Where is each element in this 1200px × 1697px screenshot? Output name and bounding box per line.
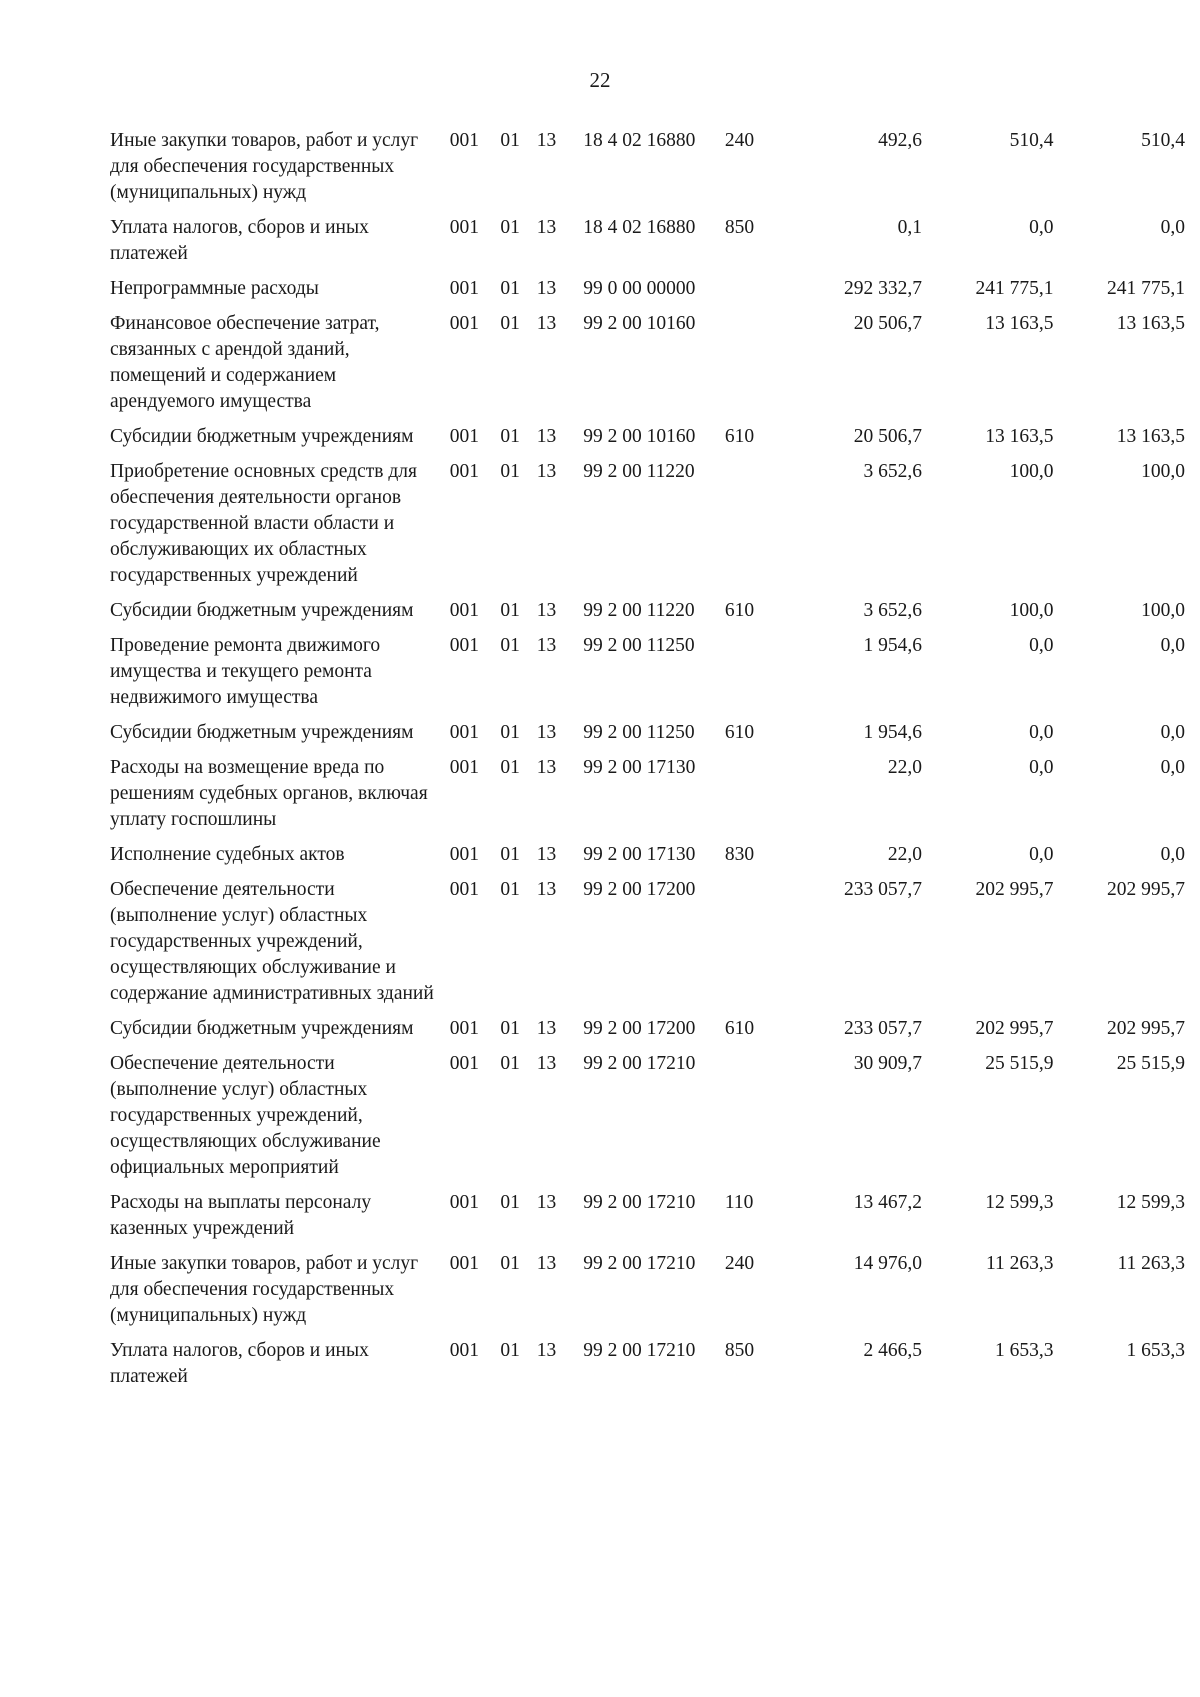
row-name: Субсидии бюджетным учреждениям — [110, 1018, 414, 1039]
row-expense-type — [725, 459, 776, 598]
row-subsection-code: 13 — [536, 757, 557, 778]
table-row — [110, 276, 1185, 311]
row-amount-3: 25 515,9 — [1116, 1053, 1185, 1074]
row-expense-type — [725, 633, 776, 720]
row-subsection-code: 13 — [536, 844, 557, 865]
row-name: Проведение ремонта движимого имущества и текущего ремонта недвижимого имущества — [110, 635, 381, 708]
table-row — [110, 877, 1185, 1016]
row-amount-2: 13 163,5 — [985, 313, 1054, 334]
row-admin-code: 001 — [449, 844, 480, 865]
row-section-code: 01 — [500, 844, 520, 865]
row-section-code: 01 — [500, 217, 520, 238]
row-target-code: 99 2 00 17210 — [583, 1340, 696, 1361]
budget-table — [110, 128, 1185, 1399]
row-amount-3: 0,0 — [1160, 722, 1185, 743]
row-expense-type: 240 — [724, 130, 755, 151]
row-admin-code: 001 — [449, 278, 480, 299]
row-subsection-code: 13 — [536, 217, 557, 238]
row-subsection-code: 13 — [536, 426, 557, 447]
row-expense-type: 610 — [724, 722, 755, 743]
row-amount-3: 241 775,1 — [1107, 278, 1185, 299]
table-row — [110, 842, 1185, 877]
row-section-code: 01 — [500, 722, 520, 743]
row-subsection-code: 13 — [536, 1192, 557, 1213]
row-amount-1: 3 652,6 — [863, 600, 923, 621]
table-row — [110, 633, 1185, 720]
row-admin-code: 001 — [449, 1053, 480, 1074]
row-target-code: 99 2 00 11220 — [583, 461, 695, 482]
row-target-code: 99 2 00 17130 — [583, 757, 696, 778]
row-section-code: 01 — [500, 635, 520, 656]
table-row — [110, 424, 1185, 459]
row-name: Финансовое обеспечение затрат, связанных с арендой зданий, помещений и содержанием арендуемого имущества — [110, 313, 380, 412]
row-target-code: 99 2 00 11250 — [583, 722, 695, 743]
row-name: Обеспечение деятельности (выполнение услуг) областных государственных учреждений, осуществляющих обслуживание и содержание административных зданий — [110, 879, 434, 1004]
row-amount-1: 0,1 — [897, 217, 923, 238]
table-row — [110, 459, 1185, 598]
row-amount-1: 1 954,6 — [863, 722, 923, 743]
row-section-code: 01 — [500, 461, 520, 482]
row-target-code: 99 2 00 17210 — [583, 1253, 696, 1274]
row-section-code: 01 — [500, 600, 520, 621]
row-amount-3: 1 653,3 — [1126, 1340, 1185, 1361]
row-name: Приобретение основных средств для обеспечения деятельности органов государственной власти области и обслуживающих их областных государственных учреждений — [110, 461, 417, 586]
row-name: Непрограммные расходы — [110, 278, 319, 299]
table-row — [110, 1051, 1185, 1190]
row-name: Расходы на выплаты персоналу казенных учреждений — [110, 1192, 372, 1239]
table-row — [110, 1338, 1185, 1399]
row-expense-type: 610 — [724, 1018, 755, 1039]
row-amount-2: 25 515,9 — [985, 1053, 1054, 1074]
row-amount-3: 0,0 — [1160, 217, 1185, 238]
row-amount-3: 510,4 — [1141, 130, 1185, 151]
row-expense-type: 110 — [724, 1192, 754, 1213]
row-target-code: 99 2 00 17210 — [583, 1192, 696, 1213]
row-amount-3: 100,0 — [1141, 600, 1185, 621]
row-target-code: 99 2 00 17200 — [583, 879, 696, 900]
row-amount-3: 11 263,3 — [1117, 1253, 1185, 1274]
row-expense-type — [725, 755, 776, 842]
row-target-code: 99 2 00 17130 — [583, 844, 696, 865]
row-amount-1: 3 652,6 — [863, 461, 923, 482]
row-amount-1: 292 332,7 — [844, 278, 923, 299]
row-expense-type: 610 — [724, 600, 755, 621]
row-name: Иные закупки товаров, работ и услуг для обеспечения государственных (муниципальных) нужд — [110, 1253, 419, 1326]
row-amount-1: 2 466,5 — [863, 1340, 923, 1361]
row-subsection-code: 13 — [536, 313, 557, 334]
row-amount-2: 0,0 — [1029, 635, 1054, 656]
row-target-code: 99 2 00 17200 — [583, 1018, 696, 1039]
row-amount-2: 100,0 — [1009, 461, 1054, 482]
table-row — [110, 128, 1185, 215]
row-expense-type: 240 — [724, 1253, 755, 1274]
row-amount-3: 202 995,7 — [1107, 1018, 1185, 1039]
row-amount-2: 12 599,3 — [985, 1192, 1054, 1213]
row-amount-2: 11 263,3 — [985, 1253, 1054, 1274]
row-amount-2: 0,0 — [1029, 217, 1054, 238]
table-row — [110, 1190, 1185, 1251]
row-target-code: 99 2 00 10160 — [583, 313, 696, 334]
row-amount-1: 22,0 — [887, 757, 923, 778]
row-amount-2: 241 775,1 — [975, 278, 1054, 299]
row-admin-code: 001 — [449, 461, 480, 482]
row-subsection-code: 13 — [536, 1018, 557, 1039]
row-expense-type: 610 — [724, 426, 755, 447]
row-admin-code: 001 — [449, 879, 480, 900]
row-amount-1: 13 467,2 — [853, 1192, 923, 1213]
row-amount-1: 30 909,7 — [853, 1053, 923, 1074]
row-target-code: 99 2 00 17210 — [583, 1053, 696, 1074]
row-amount-2: 0,0 — [1029, 844, 1054, 865]
row-name: Субсидии бюджетным учреждениям — [110, 600, 414, 621]
row-amount-3: 100,0 — [1141, 461, 1185, 482]
row-name: Исполнение судебных актов — [110, 844, 345, 865]
row-subsection-code: 13 — [536, 1340, 557, 1361]
row-name: Субсидии бюджетным учреждениям — [110, 722, 414, 743]
row-amount-1: 22,0 — [887, 844, 923, 865]
row-admin-code: 001 — [449, 635, 480, 656]
row-amount-1: 20 506,7 — [853, 313, 923, 334]
row-subsection-code: 13 — [536, 635, 557, 656]
row-target-code: 18 4 02 16880 — [583, 217, 696, 238]
row-amount-3: 0,0 — [1160, 757, 1185, 778]
row-expense-type — [725, 1051, 776, 1190]
row-subsection-code: 13 — [536, 461, 557, 482]
row-section-code: 01 — [500, 130, 520, 151]
table-row — [110, 1016, 1185, 1051]
row-subsection-code: 13 — [536, 130, 557, 151]
row-expense-type: 850 — [724, 1340, 755, 1361]
row-name: Уплата налогов, сборов и иных платежей — [110, 1340, 369, 1387]
row-target-code: 99 2 00 11250 — [583, 635, 695, 656]
table-row — [110, 1251, 1185, 1338]
row-amount-2: 100,0 — [1009, 600, 1054, 621]
row-amount-2: 13 163,5 — [985, 426, 1054, 447]
row-name: Уплата налогов, сборов и иных платежей — [110, 217, 369, 264]
row-amount-3: 0,0 — [1160, 635, 1185, 656]
row-admin-code: 001 — [449, 426, 480, 447]
row-name: Обеспечение деятельности (выполнение услуг) областных государственных учреждений, осуществляющих обслуживание официальных мероприятий — [110, 1053, 381, 1178]
page-number: 22 — [589, 68, 611, 92]
row-section-code: 01 — [500, 426, 520, 447]
row-amount-2: 202 995,7 — [975, 1018, 1054, 1039]
row-name: Иные закупки товаров, работ и услуг для обеспечения государственных (муниципальных) нужд — [110, 130, 419, 203]
row-section-code: 01 — [500, 1053, 520, 1074]
row-target-code: 99 2 00 10160 — [583, 426, 696, 447]
row-section-code: 01 — [500, 1018, 520, 1039]
row-amount-3: 13 163,5 — [1116, 426, 1185, 447]
row-subsection-code: 13 — [536, 600, 557, 621]
row-admin-code: 001 — [449, 1253, 480, 1274]
row-target-code: 18 4 02 16880 — [583, 130, 696, 151]
row-expense-type — [725, 276, 776, 311]
row-subsection-code: 13 — [536, 722, 557, 743]
table-row — [110, 598, 1185, 633]
row-amount-3: 13 163,5 — [1116, 313, 1185, 334]
row-admin-code: 001 — [449, 757, 480, 778]
row-section-code: 01 — [500, 1253, 520, 1274]
row-amount-3: 0,0 — [1160, 844, 1185, 865]
row-admin-code: 001 — [449, 600, 480, 621]
row-amount-2: 0,0 — [1029, 722, 1054, 743]
row-amount-1: 1 954,6 — [863, 635, 923, 656]
row-admin-code: 001 — [449, 313, 480, 334]
row-admin-code: 001 — [449, 722, 480, 743]
row-section-code: 01 — [500, 313, 520, 334]
row-expense-type: 850 — [724, 217, 755, 238]
row-section-code: 01 — [500, 757, 520, 778]
row-amount-1: 233 057,7 — [844, 1018, 923, 1039]
table-row — [110, 720, 1185, 755]
table-row — [110, 755, 1185, 842]
row-expense-type — [725, 877, 776, 1016]
row-amount-1: 233 057,7 — [844, 879, 923, 900]
table-body — [110, 128, 1185, 1399]
row-admin-code: 001 — [449, 1340, 480, 1361]
row-amount-2: 202 995,7 — [975, 879, 1054, 900]
row-admin-code: 001 — [449, 1018, 480, 1039]
row-amount-1: 20 506,7 — [853, 426, 923, 447]
row-subsection-code: 13 — [536, 879, 557, 900]
row-admin-code: 001 — [449, 217, 480, 238]
row-section-code: 01 — [500, 1192, 520, 1213]
row-amount-3: 12 599,3 — [1116, 1192, 1185, 1213]
row-name: Расходы на возмещение вреда по решениям судебных органов, включая уплату госпошлины — [110, 757, 428, 830]
table-row — [110, 311, 1185, 424]
row-amount-1: 14 976,0 — [853, 1253, 923, 1274]
table-row — [110, 215, 1185, 276]
row-subsection-code: 13 — [536, 278, 557, 299]
row-target-code: 99 0 00 00000 — [583, 278, 696, 299]
row-section-code: 01 — [500, 278, 520, 299]
row-subsection-code: 13 — [536, 1253, 557, 1274]
row-admin-code: 001 — [449, 130, 480, 151]
row-subsection-code: 13 — [536, 1053, 557, 1074]
row-section-code: 01 — [500, 879, 520, 900]
row-expense-type — [725, 311, 776, 424]
row-amount-1: 492,6 — [878, 130, 923, 151]
row-amount-3: 202 995,7 — [1107, 879, 1185, 900]
row-admin-code: 001 — [449, 1192, 480, 1213]
row-name: Субсидии бюджетным учреждениям — [110, 426, 414, 447]
row-target-code: 99 2 00 11220 — [583, 600, 695, 621]
row-amount-2: 0,0 — [1029, 757, 1054, 778]
row-amount-2: 1 653,3 — [994, 1340, 1054, 1361]
row-amount-2: 510,4 — [1009, 130, 1054, 151]
row-section-code: 01 — [500, 1340, 520, 1361]
row-expense-type: 830 — [724, 844, 755, 865]
